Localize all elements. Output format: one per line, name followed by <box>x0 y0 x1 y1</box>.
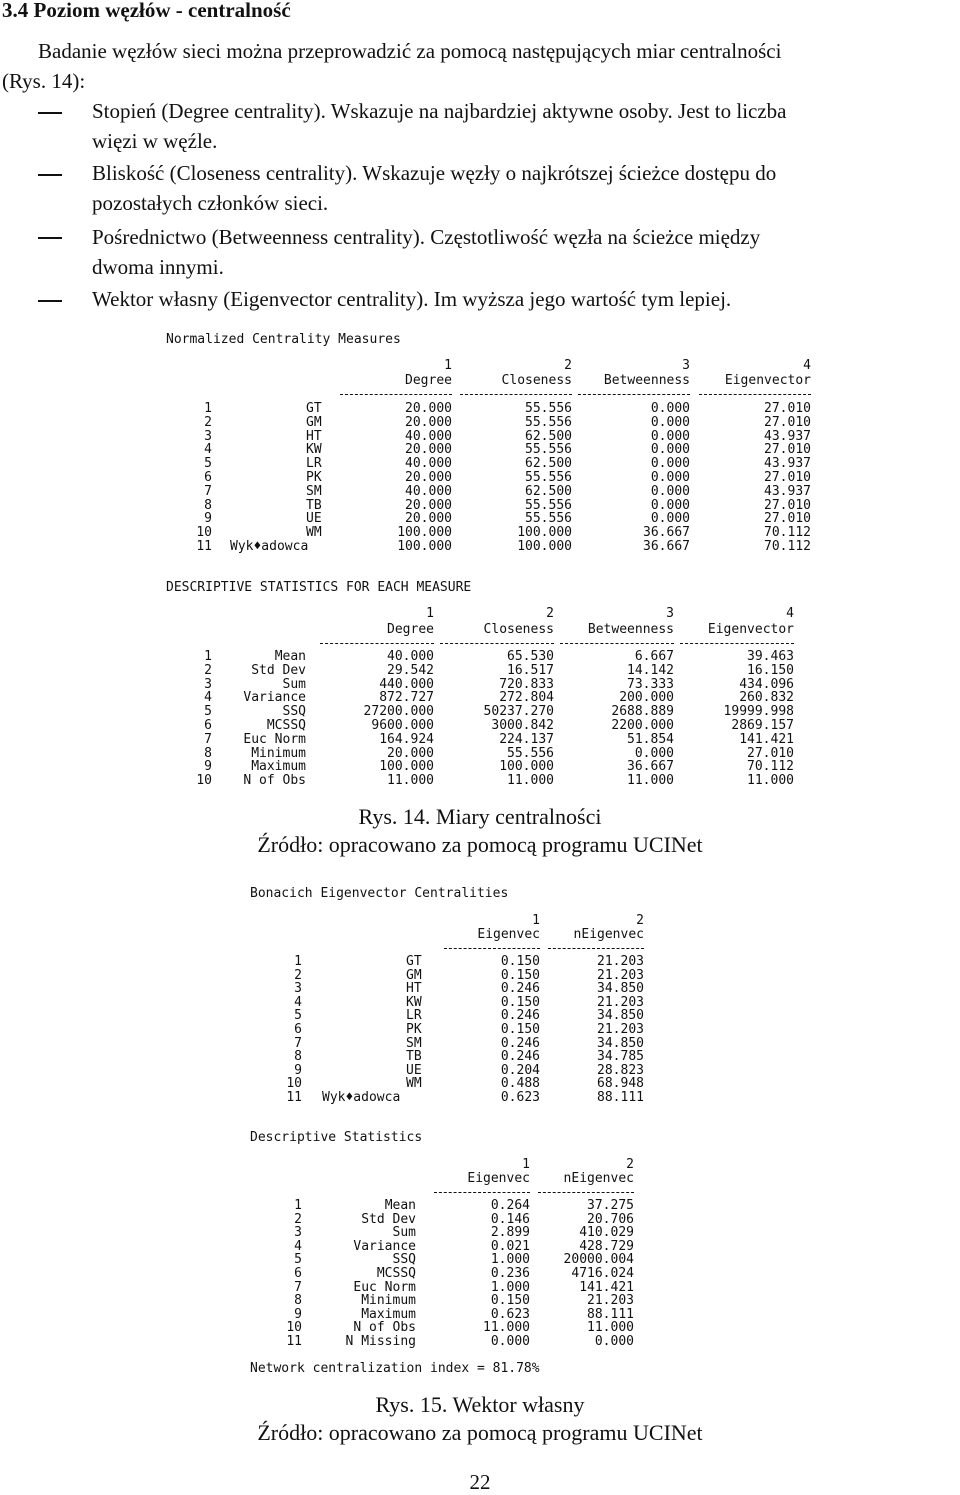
stats-cell: 27200.000 <box>363 704 434 720</box>
table-row-label: SM <box>306 483 322 499</box>
table-cell: 100.000 <box>397 539 452 554</box>
table-cell: 70.112 <box>764 539 811 554</box>
table-row-index: 5 <box>204 456 212 472</box>
table-row-label: WM <box>406 1076 422 1092</box>
stats-row-label: N of Obs <box>353 1320 416 1336</box>
table-row-label: SM <box>406 1035 422 1051</box>
table-cell: 100.000 <box>517 525 572 541</box>
table-row-index: 11 <box>196 539 212 554</box>
stats-cell: 11.000 <box>387 773 434 789</box>
table-row-label: PK <box>406 1022 422 1037</box>
table-cell: 28.823 <box>597 1062 644 1078</box>
bullet-2-line-2: pozostałych członków sieci. <box>92 191 329 215</box>
stats-row-label: MCSSQ <box>266 718 306 733</box>
stats-cell: 720.833 <box>499 676 554 692</box>
bullet-dash <box>38 237 62 239</box>
stats-row-index: 8 <box>294 1293 302 1309</box>
table-row-label: GT <box>406 954 422 969</box>
table-cell: 0.204 <box>500 1062 540 1078</box>
stats-cell: 410.029 <box>579 1225 634 1241</box>
stats-cell: 0.623 <box>490 1306 530 1322</box>
stats-row-label: Sum <box>392 1225 416 1241</box>
stats-row-index: 5 <box>204 704 212 720</box>
stats-cell: 11.000 <box>483 1320 530 1336</box>
table-cell: 27.010 <box>764 511 811 527</box>
table-row-index: 6 <box>294 1022 302 1037</box>
bullet-dash <box>38 112 62 114</box>
bullet-3-line-1: Pośrednictwo (Betweenness centrality). Częstotliwość węzła na ścieżce między <box>92 225 761 249</box>
table-cell: 36.667 <box>643 539 690 554</box>
table-row-label: LR <box>406 1008 422 1024</box>
stats-row-index: 11 <box>286 1334 302 1349</box>
dashed-rule <box>320 643 434 644</box>
stats-cell: 4716.024 <box>571 1266 634 1281</box>
stats-cell: 37.275 <box>587 1198 634 1213</box>
stats-cell: 434.096 <box>739 676 794 692</box>
table-cell: 55.556 <box>525 442 572 458</box>
table-cell: 0.000 <box>650 497 690 513</box>
table-cell: 43.937 <box>764 456 811 472</box>
table-cell: 20.000 <box>405 401 452 416</box>
figure-title: Bonacich Eigenvector Centralities <box>250 886 509 901</box>
stats-row-index: 7 <box>294 1279 302 1295</box>
table-cell: 0.246 <box>500 1049 540 1065</box>
stats-cell: 88.111 <box>587 1306 634 1322</box>
figure-15-source: Źródło: opracowano za pomocą programu UCINet <box>257 1420 703 1445</box>
stats-cell: 2.899 <box>490 1225 530 1241</box>
column-number: 1 <box>522 1157 530 1172</box>
table-row-label: GM <box>406 967 422 983</box>
table-cell: 21.203 <box>597 994 644 1010</box>
stats-cell: 428.729 <box>579 1238 634 1254</box>
stats-cell: 0.021 <box>490 1238 530 1254</box>
table-cell: 20.000 <box>405 414 452 430</box>
table-row-index: 3 <box>294 981 302 997</box>
table-cell: 68.948 <box>597 1076 644 1092</box>
stats-row-label: Minimum <box>361 1293 416 1309</box>
stats-row-label: MCSSQ <box>376 1266 416 1281</box>
column-header: nEigenvec <box>573 927 644 942</box>
stats-row-label: SSQ <box>282 704 306 720</box>
column-header: Degree <box>387 622 434 637</box>
table-row-index: 1 <box>294 954 302 969</box>
stats-row-label: Euc Norm <box>353 1279 416 1295</box>
table-cell: 0.000 <box>650 442 690 458</box>
table-row-index: 4 <box>294 994 302 1010</box>
stats-row-index: 2 <box>204 662 212 678</box>
table-row-index: 3 <box>204 428 212 444</box>
column-header: Eigenvector <box>707 622 794 637</box>
stats-cell: 0.000 <box>490 1334 530 1349</box>
table-row-index: 8 <box>294 1049 302 1065</box>
stats-row-index: 5 <box>294 1252 302 1268</box>
table-cell: 40.000 <box>405 483 452 499</box>
column-number: 3 <box>682 358 690 373</box>
table-cell: 43.937 <box>764 428 811 444</box>
table-cell: 0.000 <box>650 470 690 485</box>
stats-cell: 0.236 <box>490 1266 530 1281</box>
column-number: 4 <box>786 606 794 621</box>
table-row-index: 1 <box>204 401 212 416</box>
column-header: Eigenvector <box>724 373 811 388</box>
table-cell: 55.556 <box>525 511 572 527</box>
table-cell: 0.000 <box>650 456 690 472</box>
stats-row-label: SSQ <box>392 1252 416 1268</box>
stats-row-label: N Missing <box>345 1334 416 1349</box>
table-cell: 0.623 <box>500 1090 540 1105</box>
table-row-label: KW <box>306 442 322 458</box>
column-number: 2 <box>564 358 572 373</box>
table-cell: 0.150 <box>500 954 540 969</box>
stats-row-index: 9 <box>204 759 212 775</box>
stats-row-label: Minimum <box>251 745 306 761</box>
table-row-index: 9 <box>294 1062 302 1078</box>
stats-row-index: 10 <box>286 1320 302 1336</box>
intro-line-1: Badanie węzłów sieci można przeprowadzić za pomocą następujących miar centralności <box>38 39 782 63</box>
stats-row-label: Euc Norm <box>243 731 306 747</box>
stats-cell: 100.000 <box>499 759 554 775</box>
table-row-index: 7 <box>204 483 212 499</box>
stats-row-label: Mean <box>384 1198 416 1213</box>
column-header: Betweenness <box>603 373 690 388</box>
stats-cell: 1.000 <box>490 1279 530 1295</box>
table-cell: 20.000 <box>405 511 452 527</box>
figure-14-source: Źródło: opracowano za pomocą programu UCINet <box>257 832 703 857</box>
stats-cell: 200.000 <box>619 690 674 706</box>
stats-cell: 224.137 <box>499 731 554 747</box>
table-cell: 0.246 <box>500 981 540 997</box>
stats-row-label: Maximum <box>361 1306 416 1322</box>
stats-row-index: 6 <box>294 1266 302 1281</box>
stats-row-index: 2 <box>294 1211 302 1227</box>
table-cell: 0.150 <box>500 967 540 983</box>
column-number: 1 <box>426 606 434 621</box>
bullet-dash <box>38 174 62 176</box>
stats-cell: 0.146 <box>490 1211 530 1227</box>
stats-row-label: Sum <box>282 676 306 692</box>
stats-cell: 3000.842 <box>491 718 554 733</box>
table-cell: 27.010 <box>764 470 811 485</box>
stats-row-index: 4 <box>204 690 212 706</box>
stats-cell: 440.000 <box>379 676 434 692</box>
stats-cell: 39.463 <box>747 649 794 664</box>
table-row-index: 5 <box>294 1008 302 1024</box>
table-row-index: 2 <box>294 967 302 983</box>
table-cell: 34.850 <box>597 1035 644 1051</box>
table-cell: 27.010 <box>764 401 811 416</box>
stats-cell: 11.000 <box>507 773 554 789</box>
section-heading: 3.4 Poziom węzłów - centralność <box>2 0 291 22</box>
table-cell: 34.850 <box>597 981 644 997</box>
dashed-rule <box>538 1192 634 1193</box>
dashed-rule <box>548 948 644 949</box>
dashed-rule <box>444 948 540 949</box>
table-row-index: 6 <box>204 470 212 485</box>
column-header: Eigenvec <box>467 1171 530 1186</box>
column-header: Closeness <box>501 373 572 388</box>
stats-cell: 872.727 <box>379 690 434 706</box>
stats-row-index: 10 <box>196 773 212 789</box>
bullet-3-line-2: dwoma innymi. <box>92 255 224 279</box>
table-row-index: 10 <box>196 525 212 541</box>
stats-cell: 0.000 <box>594 1334 634 1349</box>
column-number: 2 <box>626 1157 634 1172</box>
table-cell: 40.000 <box>405 428 452 444</box>
intro-line-2: (Rys. 14): <box>2 69 86 93</box>
table-row-label: Wyk♦adowca <box>322 1090 401 1105</box>
stats-cell: 6.667 <box>634 649 674 664</box>
stats-cell: 20.000 <box>387 745 434 761</box>
column-header: Eigenvec <box>477 927 540 942</box>
stats-cell: 21.203 <box>587 1293 634 1309</box>
stats-row-label: Variance <box>243 690 306 706</box>
table-row-label: HT <box>306 428 322 444</box>
table-cell: 0.150 <box>500 994 540 1010</box>
stats-row-index: 1 <box>294 1198 302 1213</box>
stats-row-index: 7 <box>204 731 212 747</box>
table-row-index: 10 <box>286 1076 302 1092</box>
table-row-index: 11 <box>286 1090 302 1105</box>
dashed-rule <box>340 394 452 395</box>
figure-subtitle: Descriptive Statistics <box>250 1130 423 1145</box>
table-row-index: 7 <box>294 1035 302 1051</box>
dashed-rule <box>434 1192 530 1193</box>
stats-cell: 29.542 <box>387 662 434 678</box>
stats-cell: 2869.157 <box>731 718 794 733</box>
bullet-2-line-1: Bliskość (Closeness centrality). Wskazuje węzły o najkrótszej ścieżce dostępu do <box>92 161 777 185</box>
stats-cell: 40.000 <box>387 649 434 664</box>
stats-cell: 16.150 <box>747 662 794 678</box>
stats-cell: 55.556 <box>507 745 554 761</box>
stats-row-index: 6 <box>204 718 212 733</box>
stats-row-index: 3 <box>294 1225 302 1241</box>
stats-cell: 70.112 <box>747 759 794 775</box>
table-row-label: Wyk♦adowca <box>230 539 309 554</box>
table-row-label: TB <box>406 1049 422 1065</box>
column-number: 1 <box>444 358 452 373</box>
stats-cell: 2688.889 <box>611 704 674 720</box>
table-cell: 100.000 <box>517 539 572 554</box>
stats-cell: 141.421 <box>579 1279 634 1295</box>
stats-row-index: 8 <box>204 745 212 761</box>
stats-row-label: Std Dev <box>361 1211 416 1227</box>
stats-cell: 50237.270 <box>483 704 554 720</box>
table-cell: 55.556 <box>525 401 572 416</box>
table-cell: 34.785 <box>597 1049 644 1065</box>
stats-cell: 14.142 <box>627 662 674 678</box>
stats-row-index: 1 <box>204 649 212 664</box>
stats-cell: 11.000 <box>587 1320 634 1336</box>
table-cell: 100.000 <box>397 525 452 541</box>
table-cell: 0.000 <box>650 428 690 444</box>
table-row-index: 4 <box>204 442 212 458</box>
table-cell: 0.246 <box>500 1008 540 1024</box>
table-cell: 36.667 <box>643 525 690 541</box>
table-row-index: 2 <box>204 414 212 430</box>
stats-cell: 65.530 <box>507 649 554 664</box>
bullet-1-line-2: więzi w węźle. <box>92 129 218 153</box>
table-row-label: UE <box>306 511 322 527</box>
table-cell: 55.556 <box>525 414 572 430</box>
table-cell: 70.112 <box>764 525 811 541</box>
page-number: 22 <box>469 1470 491 1494</box>
table-cell: 0.150 <box>500 1022 540 1037</box>
table-cell: 0.000 <box>650 401 690 416</box>
dashed-rule <box>578 394 690 395</box>
stats-cell: 0.150 <box>490 1293 530 1309</box>
stats-cell: 0.264 <box>490 1198 530 1213</box>
column-header: Closeness <box>483 622 554 637</box>
stats-cell: 51.854 <box>627 731 674 747</box>
dashed-rule <box>680 643 794 644</box>
table-cell: 21.203 <box>597 954 644 969</box>
table-cell: 0.246 <box>500 1035 540 1051</box>
column-number: 3 <box>666 606 674 621</box>
column-header: Degree <box>405 373 452 388</box>
table-cell: 27.010 <box>764 497 811 513</box>
table-row-label: KW <box>406 994 422 1010</box>
table-row-label: HT <box>406 981 422 997</box>
stats-cell: 73.333 <box>627 676 674 692</box>
stats-row-label: Maximum <box>251 759 306 775</box>
table-row-label: WM <box>306 525 322 541</box>
stats-cell: 2200.000 <box>611 718 674 733</box>
table-cell: 21.203 <box>597 1022 644 1037</box>
bullet-4-line-1: Wektor własny (Eigenvector centrality). Im wyższa jego wartość tym lepiej. <box>92 287 732 311</box>
figure-subtitle: DESCRIPTIVE STATISTICS FOR EACH MEASURE <box>166 580 472 595</box>
network-centralization-index: Network centralization index = 81.78% <box>250 1361 540 1376</box>
dashed-rule <box>440 643 554 644</box>
stats-cell: 260.832 <box>739 690 794 706</box>
table-cell: 40.000 <box>405 456 452 472</box>
figure-title: Normalized Centrality Measures <box>166 332 401 347</box>
stats-row-label: Mean <box>274 649 306 664</box>
table-cell: 20.000 <box>405 470 452 485</box>
figure-14-caption: Rys. 14. Miary centralności <box>358 804 602 829</box>
column-header: Betweenness <box>587 622 674 637</box>
table-row-label: TB <box>306 497 322 513</box>
table-cell: 0.000 <box>650 483 690 499</box>
stats-cell: 20.706 <box>587 1211 634 1227</box>
table-row-index: 9 <box>204 511 212 527</box>
stats-cell: 16.517 <box>507 662 554 678</box>
table-row-label: UE <box>406 1062 422 1078</box>
stats-cell: 11.000 <box>627 773 674 789</box>
stats-cell: 272.804 <box>499 690 554 706</box>
table-cell: 27.010 <box>764 414 811 430</box>
column-number: 2 <box>546 606 554 621</box>
table-cell: 0.000 <box>650 511 690 527</box>
table-cell: 43.937 <box>764 483 811 499</box>
table-cell: 55.556 <box>525 497 572 513</box>
stats-cell: 20000.004 <box>563 1252 634 1268</box>
table-cell: 27.010 <box>764 442 811 458</box>
table-cell: 62.500 <box>525 483 572 499</box>
table-cell: 62.500 <box>525 456 572 472</box>
stats-cell: 27.010 <box>747 745 794 761</box>
stats-cell: 164.924 <box>379 731 434 747</box>
dashed-rule <box>699 394 811 395</box>
figure-15-screenshot <box>246 880 656 1380</box>
table-cell: 88.111 <box>597 1090 644 1105</box>
bullet-dash <box>38 300 62 302</box>
table-cell: 0.488 <box>500 1076 540 1092</box>
table-cell: 21.203 <box>597 967 644 983</box>
stats-cell: 9600.000 <box>371 718 434 733</box>
stats-cell: 36.667 <box>627 759 674 775</box>
table-row-label: PK <box>306 470 322 485</box>
figure-14-screenshot <box>164 326 814 802</box>
table-row-index: 8 <box>204 497 212 513</box>
stats-cell: 19999.998 <box>723 704 794 720</box>
table-cell: 34.850 <box>597 1008 644 1024</box>
stats-row-label: Variance <box>353 1238 416 1254</box>
dashed-rule <box>560 643 674 644</box>
stats-cell: 141.421 <box>739 731 794 747</box>
table-cell: 0.000 <box>650 414 690 430</box>
table-cell: 55.556 <box>525 470 572 485</box>
table-row-label: GT <box>306 401 322 416</box>
stats-cell: 0.000 <box>634 745 674 761</box>
stats-row-label: Std Dev <box>251 662 306 678</box>
stats-row-index: 4 <box>294 1238 302 1254</box>
stats-row-index: 9 <box>294 1306 302 1322</box>
column-number: 2 <box>636 913 644 928</box>
table-cell: 20.000 <box>405 442 452 458</box>
stats-cell: 100.000 <box>379 759 434 775</box>
table-row-label: GM <box>306 414 322 430</box>
stats-row-label: N of Obs <box>243 773 306 789</box>
table-cell: 62.500 <box>525 428 572 444</box>
dashed-rule <box>460 394 572 395</box>
stats-row-index: 3 <box>204 676 212 692</box>
bullet-1-line-1: Stopień (Degree centrality). Wskazuje na najbardziej aktywne osoby. Jest to liczba <box>92 99 787 123</box>
column-header: nEigenvec <box>563 1171 634 1186</box>
figure-15-caption: Rys. 15. Wektor własny <box>375 1392 585 1417</box>
table-row-label: LR <box>306 456 322 472</box>
column-number: 4 <box>803 358 811 373</box>
stats-cell: 1.000 <box>490 1252 530 1268</box>
column-number: 1 <box>532 913 540 928</box>
stats-cell: 11.000 <box>747 773 794 789</box>
table-cell: 20.000 <box>405 497 452 513</box>
